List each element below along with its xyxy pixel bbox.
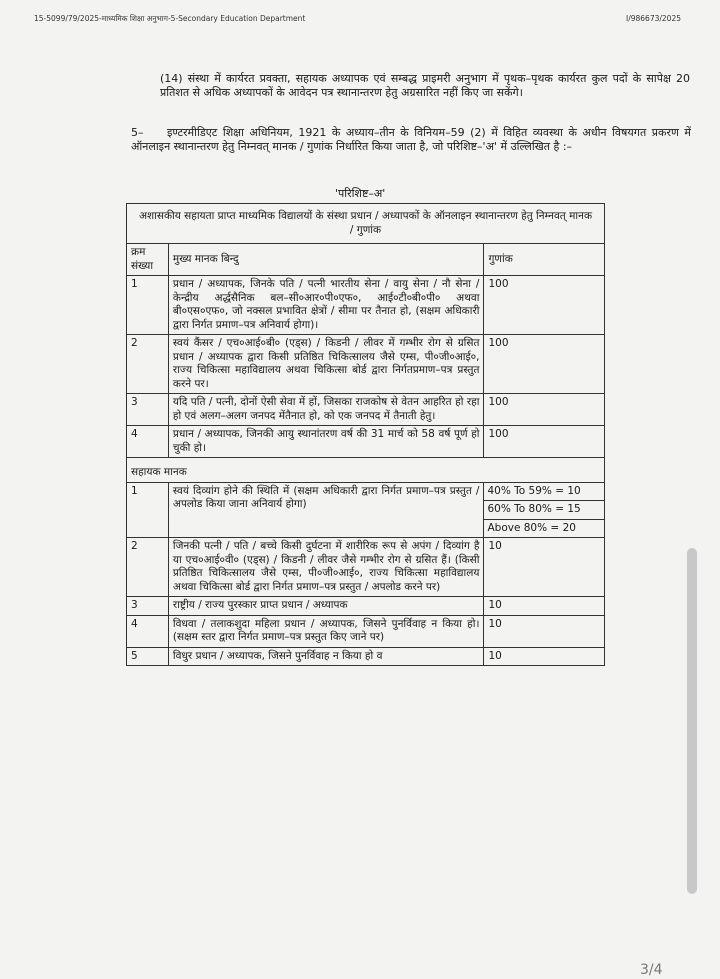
row-serial: 5 [127,647,169,666]
row-criteria: स्वयं कैंसर / एच०आई०बी० (एड्स) / किडनी / लीवर में गम्भीर रोग से ग्रसित प्रधान / अध्यापक द्वारा किसी प्रतिष्ठित चिकित्सालय जैसे एम्स, पी०जी०आई०, राज्य चिकित्सा महाविद्यालय अथवा चिकित्सा बोर्ड द्वारा निर्गतप्रमाण–पत्र प्रस्तुत करने पर। [168,335,484,394]
table-row [127,394,605,426]
table-row [127,482,605,538]
row-criteria: विधुर प्रधान / अध्यापक, जिसने पुनर्विवाह न किया हो व [168,647,484,666]
assist-criteria-heading: सहायक मानक [127,458,605,483]
clause-5-number: 5– [131,126,144,139]
row-serial: 3 [127,597,169,616]
score-tier: Above 80% = 20 [487,521,576,534]
row-serial: 2 [127,538,169,597]
scrollbar-thumb[interactable] [687,548,697,894]
col-header-criteria: मुख्य मानक बिन्दु [168,244,484,276]
row-serial: 1 [127,276,169,335]
appendix-title: 'परिशिष्ट–अ' [335,187,386,200]
row-serial: 2 [127,335,169,394]
document-file-reference: 15-5099/79/2025-माध्यमिक शिक्षा अनुभाग-5-Secondary Education Department [34,14,306,23]
col-header-score: गुणांक [484,244,605,276]
row-criteria: स्वयं दिव्यांग होने की स्थिति में (सक्षम अधिकारी द्वारा निर्गत प्रमाण–पत्र प्रस्तुत / अपलोड किया जाना अनिवार्य होगा) [168,482,484,538]
score-tier: 40% To 59% = 10 [484,483,604,502]
document-receipt-number: I/986673/2025 [626,14,681,23]
criteria-table [126,203,605,666]
table-title: अशासकीय सहायता प्राप्त माध्यमिक विद्यालयों के संस्था प्रधान / अध्यापकों के ऑनलाइन स्थानान्तरण हेतु निम्नवत् मानक / गुणांक [127,204,605,244]
row-serial: 3 [127,394,169,426]
score-tier: 60% To 80% = 15 [484,501,604,520]
row-score-breakdown [484,482,605,538]
row-criteria: विधवा / तलाकशुदा महिला प्रधान / अध्यापक, जिसने पुनर्विवाह न किया हो। (सक्षम स्तर द्वारा निर्गत प्रमाण–पत्र प्रस्तुत किए जाने पर) [168,615,484,647]
table-row [127,426,605,458]
row-criteria: जिनकी पत्नी / पति / बच्चे किसी दुर्घटना में शारीरिक रूप से अपंग / दिव्यांग है या एच०आई०वी० (एड्स) / किडनी / लीवर जैसे गम्भीर रोग से ग्रसित हैं। (किसी प्रतिष्ठित चिकित्सालय जैसे एम्स, पी०जी०आई०, राज्य चिकित्सा महाविद्यालय अथवा चिकित्सा बोर्ड द्वारा निर्गत प्रमाण–पत्र प्रस्तुत / अपलोड करने पर) [168,538,484,597]
row-criteria: यदि पति / पत्नी, दोनों ऐसी सेवा में हों, जिसका राजकोष से वेतन आहरित हो रहा हो एवं अलग–अलग जनपद मेंतैनात हो, को एक जनपद में तैनाती हेतु। [168,394,484,426]
table-row [127,647,605,666]
row-score: 10 [484,538,605,597]
row-score: 100 [484,394,605,426]
clause-5-text: इण्टरमीडिएट शिक्षा अधिनियम, 1921 के अध्याय–तीन के विनियम–59 (2) में विहित व्यवस्था के अधीन विषयगत प्रकरण में ऑनलाइन स्थानान्तरण हेतु निम्नवत् मानक / गुणांक निर्धारित किया जाता है, जो परिशिष्ट–'अ' में उल्लिखित है :– [131,126,691,153]
table-row [127,615,605,647]
page-indicator: 3/4 [640,962,663,978]
table-row [127,538,605,597]
row-score: 100 [484,276,605,335]
row-score: 10 [484,597,605,616]
row-serial: 4 [127,615,169,647]
table-row [127,276,605,335]
row-serial: 4 [127,426,169,458]
row-score: 100 [484,335,605,394]
row-score: 10 [484,615,605,647]
clause-14-paragraph: (14) संस्था में कार्यरत प्रवक्ता, सहायक अध्यापक एवं सम्बद्ध प्राइमरी अनुभाग में पृथक–पृथक कार्यरत कुल पदों के सापेक्ष 20 प्रतिशत से अधिक अध्यापकों के आवेदन पत्र स्थानान्तरण हेतु अग्रसारित नहीं किए जा सकेंगे। [160,72,690,99]
table-row [127,335,605,394]
clause-5-paragraph [131,126,691,154]
row-score: 10 [484,647,605,666]
row-score: 100 [484,426,605,458]
row-criteria: राष्ट्रीय / राज्य पुरस्कार प्राप्त प्रधान / अध्यापक [168,597,484,616]
row-criteria: प्रधान / अध्यापक, जिनके पति / पत्नी भारतीय सेना / वायु सेना / नौ सेना / केन्द्रीय अर्द्धसैनिक बल–सी०आर०पी०एफ०, आई०टी०बी०पी० अथवा बी०एस०एफ०, जो नक्सल प्रभावित क्षेत्रों / सीमा पर तैनात हो, (सक्षम अधिकारी द्वारा निर्गत प्रमाण–पत्र अनिवार्य होगा)। [168,276,484,335]
row-serial: 1 [127,482,169,538]
col-header-serial: क्रम संख्या [127,244,169,276]
row-criteria: प्रधान / अध्यापक, जिनकी आयु स्थानांतरण वर्ष की 31 मार्च को 58 वर्ष पूर्ण हो चुकी हो। [168,426,484,458]
table-row [127,597,605,616]
